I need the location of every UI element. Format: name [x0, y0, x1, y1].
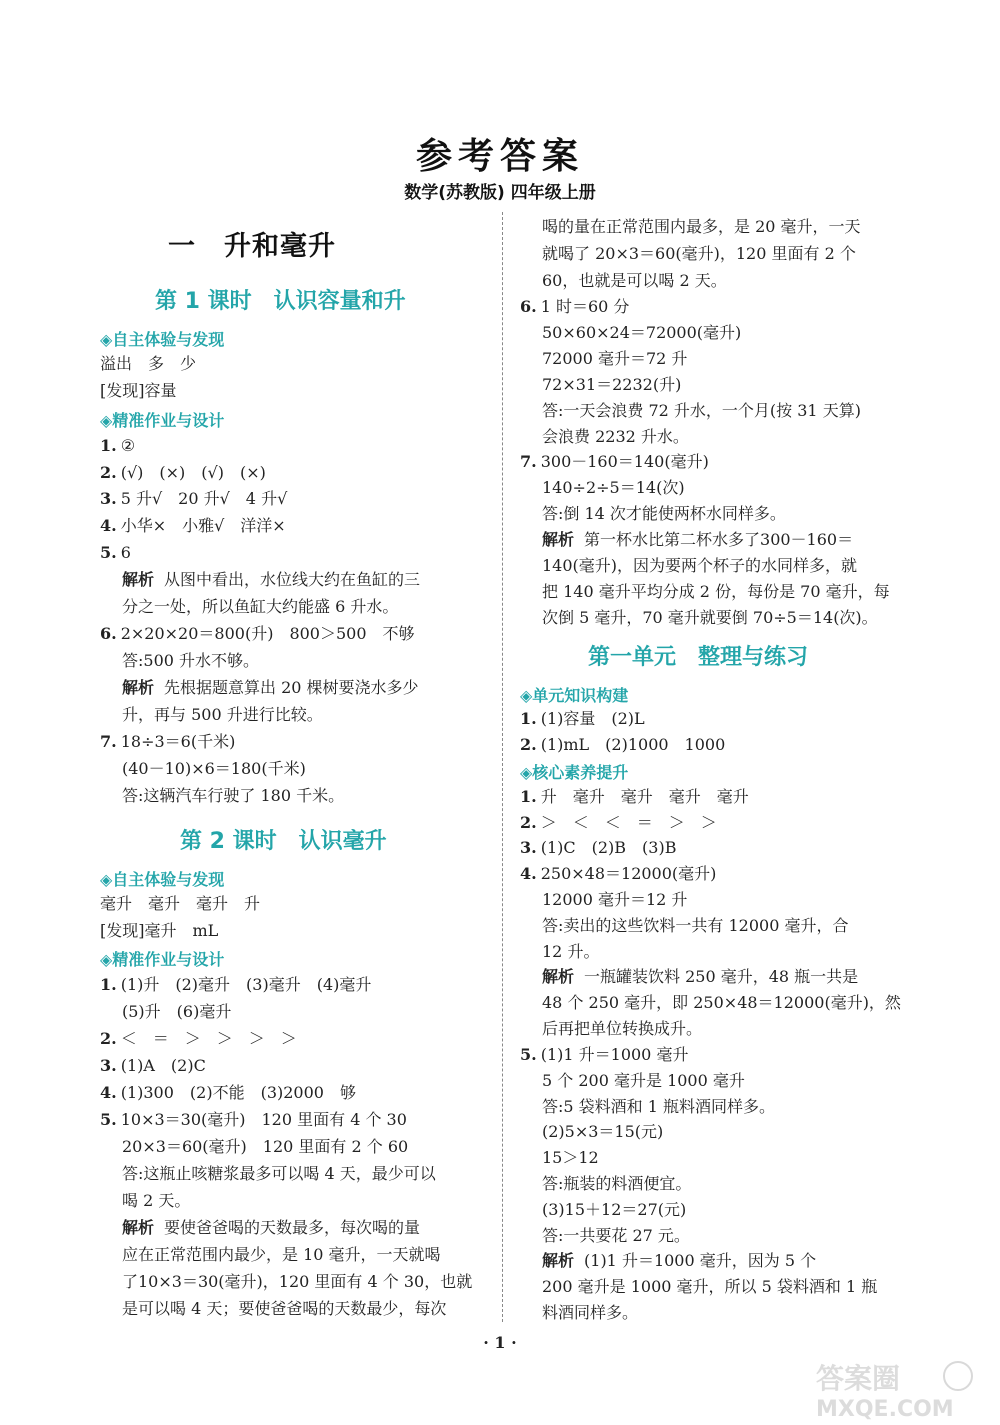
item-text: 10×3＝30(毫升) 120 里面有 4 个 30 — [120, 1110, 407, 1129]
explanation-line: 60，也就是可以喝 2 天。 — [542, 271, 727, 290]
explanation-text: 第一杯水比第二杯水多了300－160＝ — [584, 530, 854, 549]
item-text: 升 毫升 毫升 毫升 毫升 — [540, 787, 749, 806]
answer-line: 答:倒 14 次才能使两杯水同样多。 — [542, 504, 786, 523]
answer-line: 答:一共要花 27 元。 — [542, 1226, 690, 1245]
answer-line: 答:一天会浪费 72 升水，一个月(按 31 天算) — [542, 401, 861, 420]
explanation-text: (1)1 升＝1000 毫升，因为 5 个 — [584, 1251, 817, 1270]
section-heading: ◈精准作业与设计 — [100, 950, 225, 969]
item-number: 4. — [100, 516, 117, 535]
answer-item — [100, 1109, 407, 1131]
item-text: (1)A (2)C — [120, 1056, 206, 1075]
answer-line: 72×31＝2232(升) — [542, 375, 682, 394]
answer-line: 答:500 升水不够。 — [122, 651, 260, 670]
item-number: 5. — [100, 1110, 117, 1129]
explanation-tag: 解析 — [542, 1251, 575, 1270]
item-number: 2. — [520, 813, 537, 832]
answer-line: 12 升。 — [542, 942, 600, 961]
answer-item — [100, 542, 131, 564]
item-text: 小华× 小雅√ 洋洋× — [120, 516, 286, 535]
explanation-line: 了10×3＝30(毫升)，120 里面有 4 个 30，也就 — [122, 1272, 473, 1291]
item-number: 6. — [520, 297, 537, 316]
explanation — [122, 569, 420, 591]
answer-item — [520, 296, 629, 318]
answer-line: (3)15＋12＝27(元) — [542, 1200, 687, 1219]
answer-line: 20×3＝60(毫升) 120 里面有 2 个 60 — [122, 1137, 409, 1156]
answer-line: 答:这辆汽车行驶了 180 千米。 — [122, 786, 345, 805]
column-divider — [502, 212, 503, 1322]
answer-line: 毫升 毫升 毫升 升 — [100, 894, 261, 913]
explanation-tag: 解析 — [542, 530, 575, 549]
answer-item — [520, 1044, 688, 1066]
section-heading: ◈核心素养提升 — [520, 763, 629, 782]
item-text: (1)1 升＝1000 毫升 — [540, 1045, 689, 1064]
explanation-line: 喝的量在正常范围内最多，是 20 毫升，一天 — [542, 217, 861, 236]
explanation-line: 就喝了 20×3＝60(毫升)，120 里面有 2 个 — [542, 244, 856, 263]
explanation-tag: 解析 — [122, 1218, 155, 1237]
answer-line: 140÷2÷5＝14(次) — [542, 478, 685, 497]
answer-item — [520, 734, 725, 756]
page-title: 参考答案 — [415, 135, 584, 177]
explanation-line: 次倒 5 毫升，70 毫升就要倒 70÷5＝14(次)。 — [542, 608, 878, 627]
answer-item — [100, 974, 371, 996]
item-number: 2. — [100, 463, 117, 482]
item-text: (1)mL (2)1000 1000 — [540, 735, 726, 754]
item-number: 6. — [100, 624, 117, 643]
section-heading: ◈精准作业与设计 — [100, 411, 225, 430]
item-text: 18÷3＝6(千米) — [120, 732, 236, 751]
item-number: 7. — [100, 732, 117, 751]
watermark-logo — [808, 1358, 993, 1420]
explanation-line: 应在正常范围内最少，是 10 毫升，一天就喝 — [122, 1245, 441, 1264]
item-number: 3. — [100, 489, 117, 508]
item-number: 2. — [520, 735, 537, 754]
item-text: 250×48＝12000(毫升) — [540, 864, 717, 883]
item-number: 5. — [520, 1045, 537, 1064]
answer-line: [发现]毫升 mL — [100, 921, 219, 940]
explanation — [542, 966, 858, 988]
answer-line: 12000 毫升＝12 升 — [542, 890, 688, 909]
explanation-line: 是可以喝 4 天；要使爸爸喝的天数最少，每次 — [122, 1299, 447, 1318]
answer-line: (40－10)×6＝180(千米) — [122, 759, 306, 778]
lesson-2-title: 第 2 课时 认识毫升 — [180, 829, 387, 854]
explanation — [122, 1217, 420, 1239]
answer-line: 答:这瓶止咳糖浆最多可以喝 4 天，最少可以 — [122, 1164, 436, 1183]
explanation-tag: 解析 — [122, 678, 155, 697]
answer-item — [520, 708, 645, 730]
answer-line: [发现]容量 — [100, 381, 177, 400]
answer-line: 72000 毫升＝72 升 — [542, 349, 688, 368]
item-text: (√) (×) (√) (×) — [120, 463, 266, 482]
explanation-line: 升，再与 500 升进行比较。 — [122, 705, 323, 724]
answer-line: 5 个 200 毫升是 1000 毫升 — [542, 1071, 745, 1090]
answer-line: 溢出 多 少 — [100, 354, 197, 373]
item-number: 5. — [100, 543, 117, 562]
item-text: 6 — [120, 543, 131, 562]
item-text: 5 升√ 20 升√ 4 升√ — [120, 489, 288, 508]
answer-line: 答:瓶装的料酒便宜。 — [542, 1174, 692, 1193]
section-heading: ◈自主体验与发现 — [100, 870, 225, 889]
item-number: 4. — [100, 1083, 117, 1102]
explanation — [542, 529, 853, 551]
item-text: (1)升 (2)毫升 (3)毫升 (4)毫升 — [120, 975, 372, 994]
answer-line: 喝 2 天。 — [122, 1191, 191, 1210]
item-number: 1. — [100, 975, 117, 994]
answer-line: (2)5×3＝15(元) — [542, 1122, 664, 1141]
unit-review-title: 第一单元 整理与练习 — [588, 645, 809, 670]
item-text: (1)C (2)B (3)B — [540, 838, 677, 857]
watermark-brand: 答案圈 — [816, 1362, 901, 1395]
item-number: 1. — [520, 787, 537, 806]
answer-item — [100, 515, 286, 537]
answer-item — [520, 786, 749, 808]
explanation-text: 先根据题意算出 20 棵树要浇水多少 — [164, 678, 419, 697]
item-text: (1)300 (2)不能 (3)2000 够 — [120, 1083, 356, 1102]
item-number: 3. — [520, 838, 537, 857]
answer-line: (5)升 (6)毫升 — [122, 1002, 232, 1021]
explanation-tag: 解析 — [122, 570, 155, 589]
explanation-line: 48 个 250 毫升，即 250×48＝12000(毫升)，然 — [542, 993, 901, 1012]
answer-item — [520, 451, 709, 473]
watermark-circle — [944, 1362, 972, 1390]
answer-line: 答:卖出的这些饮料一共有 12000 毫升，合 — [542, 916, 849, 935]
item-number: 1. — [520, 709, 537, 728]
item-number: 1. — [100, 436, 117, 455]
answer-item — [100, 1055, 206, 1077]
answer-item — [520, 812, 717, 834]
answer-item — [100, 488, 287, 510]
item-number: 7. — [520, 452, 537, 471]
section-heading: ◈单元知识构建 — [520, 686, 629, 705]
answer-line: 50×60×24＝72000(毫升) — [542, 323, 742, 342]
explanation — [542, 1250, 816, 1272]
explanation-tag: 解析 — [542, 967, 575, 986]
chapter-title: 一 升和毫升 — [168, 231, 336, 262]
answer-item — [100, 731, 235, 753]
item-text: ＞ ＜ ＜ ＝ ＞ ＞ — [540, 813, 717, 832]
item-number: 2. — [100, 1029, 117, 1048]
explanation-text: 要使爸爸喝的天数最多，每次喝的量 — [164, 1218, 421, 1237]
item-text: ＜ ＝ ＞ ＞ ＞ ＞ — [120, 1029, 297, 1048]
item-text: 2×20×20＝800(升) 800＞500 不够 — [120, 624, 415, 643]
explanation-line: 把 140 毫升平均分成 2 份，每份是 70 毫升，每 — [542, 582, 890, 601]
lesson-1-title: 第 1 课时 认识容量和升 — [155, 289, 406, 314]
item-number: 3. — [100, 1056, 117, 1075]
page-number: · 1 · — [483, 1333, 517, 1352]
answer-item — [100, 623, 415, 645]
explanation-line: 140(毫升)，因为要两个杯子的水同样多，就 — [542, 556, 858, 575]
watermark-url: MXQE.COM — [816, 1397, 954, 1420]
page-subtitle: 数学(苏教版) 四年级上册 — [404, 183, 596, 203]
answer-item — [520, 837, 676, 859]
answer-item — [100, 435, 135, 457]
explanation — [122, 677, 419, 699]
explanation-text: 从图中看出，水位线大约在鱼缸的三 — [164, 570, 421, 589]
answer-line: 答:5 袋料酒和 1 瓶料酒同样多。 — [542, 1097, 776, 1116]
answer-item — [100, 1082, 356, 1104]
item-text: 1 时＝60 分 — [540, 297, 630, 316]
explanation-text: 一瓶罐装饮料 250 毫升，48 瓶一共是 — [584, 967, 859, 986]
explanation-line: 料酒同样多。 — [542, 1303, 639, 1322]
answer-line: 会浪费 2232 升水。 — [542, 427, 689, 446]
answer-item — [100, 1028, 297, 1050]
item-text: (1)容量 (2)L — [540, 709, 645, 728]
explanation-line: 后再把单位转换成升。 — [542, 1019, 703, 1038]
explanation-line: 200 毫升是 1000 毫升，所以 5 袋料酒和 1 瓶 — [542, 1277, 878, 1296]
explanation-line: 分之一处，所以鱼缸大约能盛 6 升水。 — [122, 597, 399, 616]
item-text: 300－160＝140(毫升) — [540, 452, 709, 471]
answer-line: 15＞12 — [542, 1148, 599, 1167]
section-heading: ◈自主体验与发现 — [100, 330, 225, 349]
answer-item — [100, 462, 266, 484]
item-number: 4. — [520, 864, 537, 883]
answer-item — [520, 863, 716, 885]
item-text: ② — [120, 436, 136, 455]
